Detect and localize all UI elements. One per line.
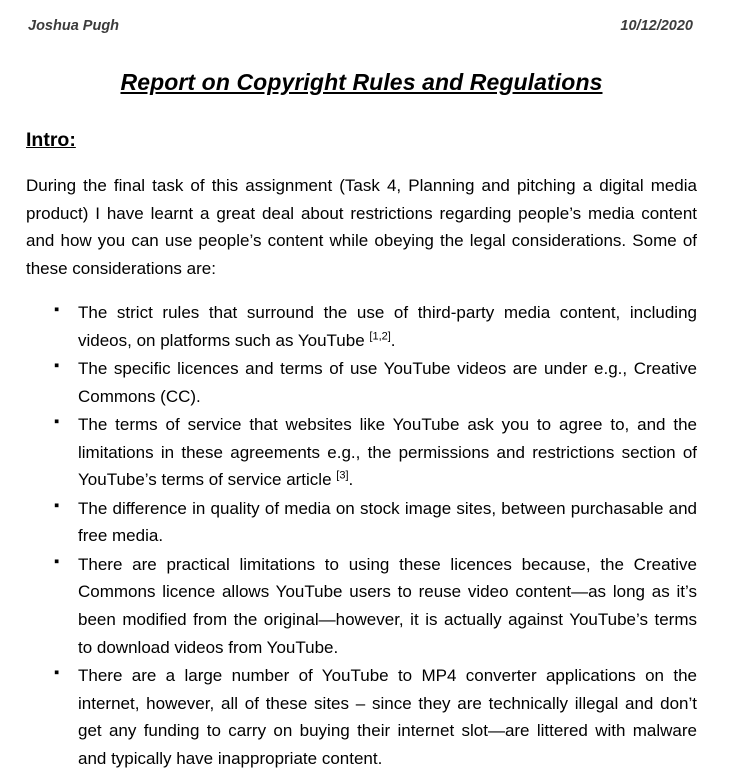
citation-marker: [1,2] bbox=[369, 330, 391, 342]
intro-paragraph: During the final task of this assignment (Task 4, Planning and pitching a digital media product) I have learnt a great deal about restrictions regarding people’s media content and how you can use people’s content while obeying the legal considerations. Some of these considerations are: bbox=[26, 176, 697, 278]
document-header bbox=[24, 18, 699, 34]
list-item-text: The specific licences and terms of use YouTube videos are under e.g., Creative Commons (CC). bbox=[78, 359, 697, 406]
list-item-text-end: . bbox=[390, 330, 396, 350]
list-item bbox=[24, 551, 699, 661]
list-item-text: The strict rules that surround the use of third-party media content, including videos, on platforms such as YouTube bbox=[78, 303, 697, 350]
list-item-text: There are practical limitations to using these licences because, the Creative Commons licence allows YouTube users to reuse video content—as long as it’s been modified from the original—however, it is actually against YouTube’s terms to download videos from YouTube. bbox=[78, 554, 697, 657]
page-title: Report on Copyright Rules and Regulations bbox=[120, 69, 603, 95]
list-item bbox=[24, 299, 699, 354]
list-item-text: The difference in quality of media on stock image sites, between purchasable and free media. bbox=[78, 498, 697, 546]
citation-marker: [3] bbox=[336, 469, 349, 482]
header-author: Joshua Pugh bbox=[28, 18, 120, 34]
section-heading-intro: Intro: bbox=[26, 129, 76, 151]
list-item-text: There are a large number of YouTube to MP4 converter applications on the internet, however, all of these sites – since they are technically illegal and don’t get any funding to carry on buying their internet slot—are littered with malware and typically have inappropriate content. bbox=[78, 666, 697, 768]
considerations-list bbox=[24, 299, 699, 772]
list-item-text-end: . bbox=[348, 470, 354, 490]
list-item bbox=[24, 495, 699, 550]
list-item-text: The terms of service that websites like YouTube ask you to agree to, and the limitations in these agreements e.g., the permissions and restrictions section of YouTube’s terms of service article bbox=[78, 415, 697, 490]
list-item bbox=[24, 411, 699, 494]
header-date: 10/12/2020 bbox=[620, 18, 693, 34]
list-item bbox=[24, 662, 699, 772]
list-item bbox=[24, 355, 699, 410]
